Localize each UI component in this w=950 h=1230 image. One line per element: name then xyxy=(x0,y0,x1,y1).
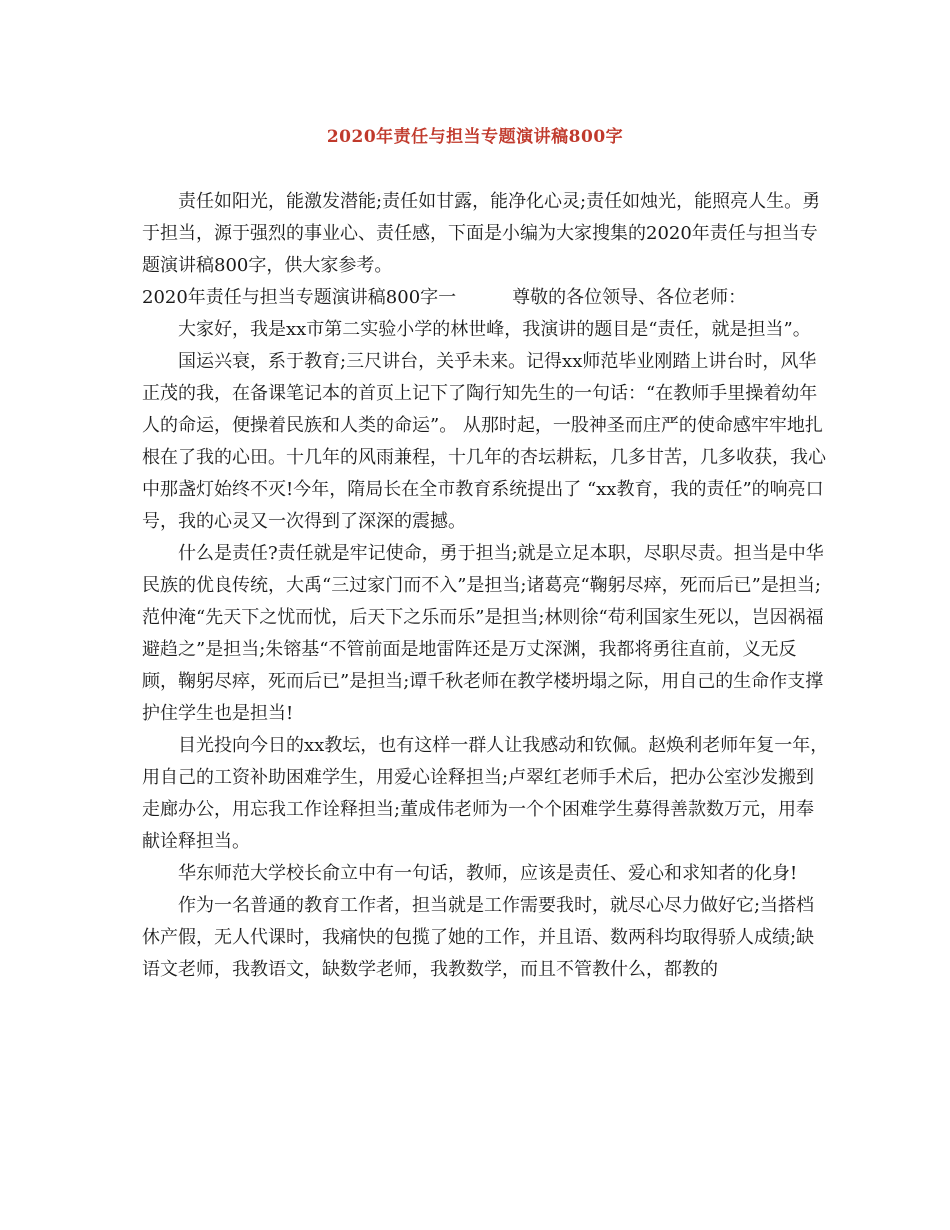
body-paragraph: 什么是责任?责任就是牢记使命，勇于担当;就是立足本职，尽职尽责。担当是中华民族的优良传统，大禹“三过家门而不入”是担当;诸葛亮“鞠躬尽瘁，死而后已”是担当;范仲淹“先天下之忧而忧，后天下之乐而乐”是担当;林则徐“苟利国家生死以，岂因祸福避趋之”是担当;朱镕基“不管前面是地雷阵还是万丈深渊，我都将勇往直前，义无反顾，鞠躬尽瘁，死而后已”是担当;谭千秋老师在教学楼坍塌之际，用自己的生命作支撑护住学生也是担当! xyxy=(142,543,824,724)
salutation: 尊敬的各位领导、各位老师： xyxy=(512,287,747,308)
intro-paragraph: 责任如阳光，能激发潜能;责任如甘露，能净化心灵;责任如烛光，能照亮人生。勇于担当，源于强烈的事业心、责任感，下面是小编为大家搜集的2020年责任与担当专题演讲稿800字，供大家参考。 xyxy=(142,191,821,276)
body-paragraph: 大家好，我是xx市第二实验小学的林世峰，我演讲的题目是“责任，就是担当”。 xyxy=(178,319,811,340)
document-body xyxy=(142,186,832,986)
body-paragraph: 华东师范大学校长俞立中有一句话，教师，应该是责任、爱心和求知者的化身! xyxy=(178,863,798,884)
section-heading: 2020年责任与担当专题演讲稿800字一 xyxy=(142,287,457,308)
body-paragraph: 作为一名普通的教育工作者，担当就是工作需要我时，就尽心尽力做好它;当搭档休产假，无人代课时，我痛快的包揽了她的工作，并且语、数两科均取得骄人成绩;缺语文老师，我教语文，缺数学老师，我教数学，而且不管教什么，都教的 xyxy=(142,895,815,980)
body-paragraph: 国运兴衰，系于教育;三尺讲台，关乎未来。记得xx师范毕业刚踏上讲台时，风华正茂的我，在备课笔记本的首页上记下了陶行知先生的一句话：“在教师手里操着幼年人的命运，便操着民族和人类的命运”。 从那时起，一股神圣而庄严的使命感牢牢地扎根在了我的心田。十几年的风雨兼程，十几年的杏坛耕耘，几多甘苦，几多收获，我心中那盏灯始终不灭!今年，隋局长在全市教育系统提出了 “xx教育，我的责任”的响亮口号，我的心灵又一次得到了深深的震撼。 xyxy=(142,351,826,532)
document-title: 2020年责任与担当专题演讲稿800字 xyxy=(326,127,624,147)
section-heading-line xyxy=(142,282,832,314)
body-paragraph: 目光投向今日的xx教坛，也有这样一群人让我感动和钦佩。赵焕利老师年复一年，用自己的工资补助困难学生，用爱心诠释担当;卢翠红老师手术后，把办公室沙发搬到走廊办公，用忘我工作诠释担当;董成伟老师为一个个困难学生募得善款数万元，用奉献诠释担当。 xyxy=(142,735,829,852)
